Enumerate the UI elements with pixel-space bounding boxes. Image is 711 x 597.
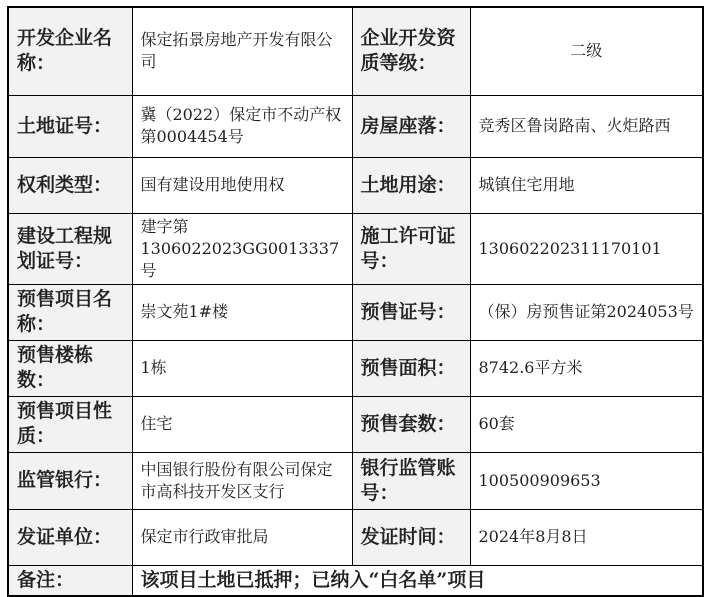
developer-value: 保定拓景房地产开发有限公司 [132, 7, 352, 95]
qualification-label: 企业开发资质等级： [352, 7, 470, 95]
building-count-value: 1栋 [132, 340, 352, 396]
table-row [8, 509, 703, 565]
unit-count-label: 预售套数： [352, 396, 470, 452]
land-cert-value: 冀（2022）保定市不动产权第0004454号 [132, 95, 352, 157]
bank-account-label: 银行监管账号： [352, 452, 470, 509]
qualification-value: 二级 [470, 7, 703, 95]
issue-date-value: 2024年8月8日 [470, 509, 703, 565]
right-type-value: 国有建设用地使用权 [132, 157, 352, 213]
table-row [8, 565, 703, 596]
presale-area-label: 预售面积： [352, 340, 470, 396]
presale-permit-table [7, 6, 704, 597]
table-row [8, 157, 703, 213]
remark-label: 备注： [8, 565, 132, 596]
remark-value: 该项目土地已抵押；已纳入“白名单”项目 [132, 565, 703, 596]
issue-date-label: 发证时间： [352, 509, 470, 565]
planning-permit-label: 建设工程规划证号： [8, 213, 132, 284]
presale-cert-label: 预售证号： [352, 284, 470, 340]
table-row [8, 340, 703, 396]
building-count-label: 预售楼栋数： [8, 340, 132, 396]
bank-account-value: 100500909653 [470, 452, 703, 509]
construction-permit-value: 130602202311170101 [470, 213, 703, 284]
table-row [8, 7, 703, 95]
location-value: 竞秀区鲁岗路南、火炬路西 [470, 95, 703, 157]
table-row [8, 452, 703, 509]
right-type-label: 权利类型： [8, 157, 132, 213]
planning-permit-value: 建字第1306022023GG0013337号 [132, 213, 352, 284]
table-row [8, 396, 703, 452]
unit-count-value: 60套 [470, 396, 703, 452]
presale-area-value: 8742.6平方米 [470, 340, 703, 396]
developer-label: 开发企业名称： [8, 7, 132, 95]
table-row [8, 213, 703, 284]
bank-label: 监管银行： [8, 452, 132, 509]
project-nature-label: 预售项目性质： [8, 396, 132, 452]
land-use-value: 城镇住宅用地 [470, 157, 703, 213]
presale-cert-value: （保）房预售证第2024053号 [470, 284, 703, 340]
location-label: 房屋座落： [352, 95, 470, 157]
issuer-label: 发证单位： [8, 509, 132, 565]
project-name-label: 预售项目名称： [8, 284, 132, 340]
table-row [8, 95, 703, 157]
project-nature-value: 住宅 [132, 396, 352, 452]
issuer-value: 保定市行政审批局 [132, 509, 352, 565]
construction-permit-label: 施工许可证号： [352, 213, 470, 284]
bank-value: 中国银行股份有限公司保定市高科技开发区支行 [132, 452, 352, 509]
table-row [8, 284, 703, 340]
project-name-value: 崇文苑1#楼 [132, 284, 352, 340]
land-use-label: 土地用途： [352, 157, 470, 213]
land-cert-label: 土地证号： [8, 95, 132, 157]
